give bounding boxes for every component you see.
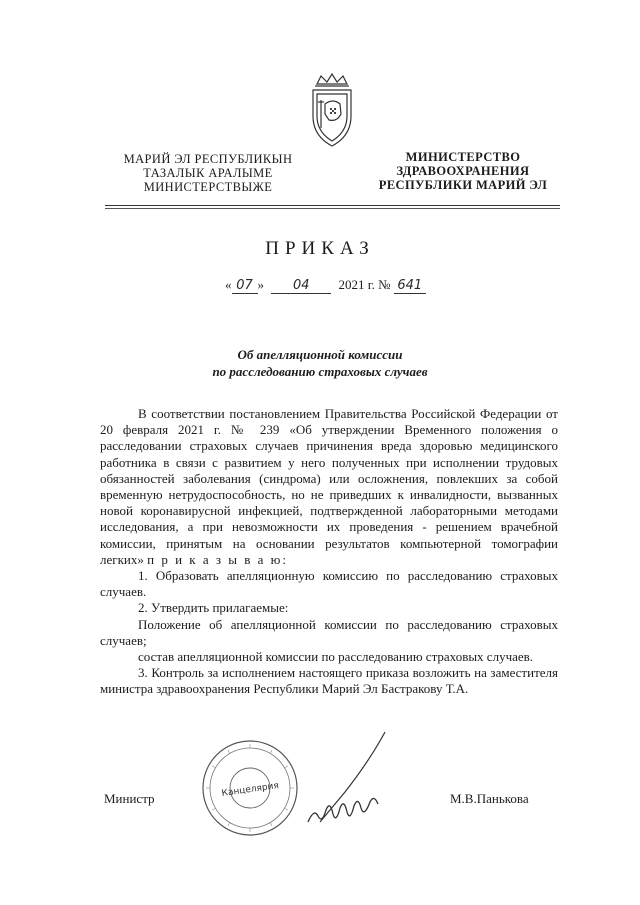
body-item-2: 2. Утвердить прилагаемые: <box>138 600 289 616</box>
coat-of-arms-emblem <box>303 70 361 150</box>
order-month: 04 <box>271 279 331 294</box>
body-item-3: 3. Контроль за исполнением настоящего приказа возложить на заместителя министра здравоохранения Республики Марий Эл Бастракову Т.А. <box>100 665 558 697</box>
body-paragraph <box>100 406 558 568</box>
header-divider <box>105 205 560 206</box>
handwritten-signature <box>300 730 395 830</box>
subject-line: Об апелляционной комиссии <box>237 347 403 362</box>
order-title: ПРИКАЗ <box>265 238 375 259</box>
official-stamp <box>200 738 300 838</box>
subject-line: по расследованию страховых случаев <box>212 364 428 379</box>
order-body <box>100 406 558 698</box>
stamp-center-text: Канцелярия <box>221 781 280 799</box>
order-number: 641 <box>394 279 426 294</box>
header-right-block <box>368 150 558 192</box>
header-right-line: МИНИСТЕРСТВО <box>405 150 521 164</box>
header-divider-thin <box>105 208 560 209</box>
signature-position: Министр <box>104 791 155 806</box>
header-left-line: МАРИЙ ЭЛ РЕСПУБЛИКЫН <box>123 152 293 166</box>
body-item-1: 1. Образовать апелляционную комиссию по расследованию страховых случаев. <box>100 568 558 600</box>
header-right-line: ЗДРАВООХРАНЕНИЯ <box>396 164 530 178</box>
body-item-2b: состав апелляционной комиссии по расследованию страховых случаев. <box>138 649 534 665</box>
quote-open: « <box>225 277 232 292</box>
quote-close: » <box>257 277 264 292</box>
order-subject <box>150 346 490 380</box>
signature-name: М.В.Панькова <box>450 791 529 806</box>
header-right-line: РЕСПУБЛИКИ МАРИЙ ЭЛ <box>378 178 548 192</box>
order-day: 07 <box>232 279 258 294</box>
order-date-number-line <box>225 277 485 294</box>
header-left-block <box>108 152 308 194</box>
order-year: 2021 г. № <box>338 277 391 292</box>
paragraph-main-text: В соответствии постановлением Правительства Российской Федерации от 20 февраля 2021 г. № 239 «Об утверждении Временного положения о расследовании страховых случаев причинения вреда здоровью медицинского работника в связи с развитием у него полученных при исполнении трудовых обязанностей заболевания (синдрома) или осложнения, повлекших за собой временную нетрудоспособность, но не приведших к инвалидности, вызванных новой коронавирусной инфекцией, подтвержденной лабораторными методами исследования, а при невозможности их проведения - решением врачебной комиссии, принятым на основании результатов компьютерной томографии легких» <box>100 406 558 567</box>
header-left-line: ТАЗАЛЫК АРАЛЫМЕ <box>143 166 273 180</box>
decree-word: п р и к а з ы в а ю: <box>147 551 288 567</box>
header-left-line: МИНИСТЕРСТВЫЖЕ <box>143 180 273 194</box>
body-item-2a: Положение об апелляционной комиссии по расследованию страховых случаев; <box>100 616 558 648</box>
